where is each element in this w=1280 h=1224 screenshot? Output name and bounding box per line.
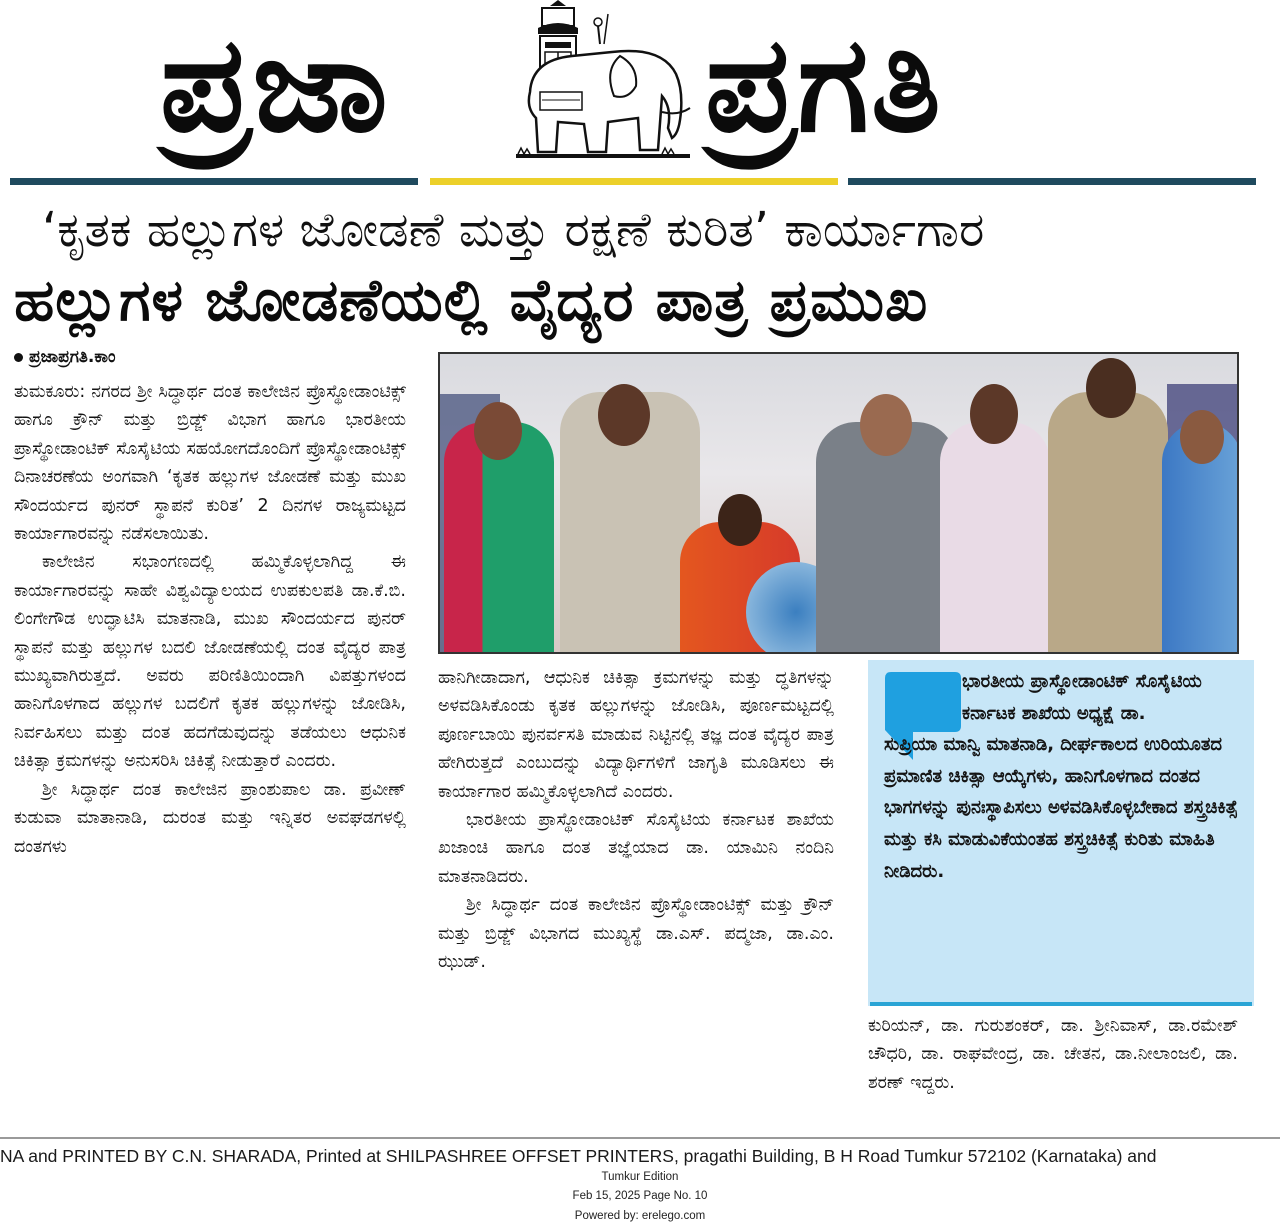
person bbox=[816, 422, 956, 652]
elephant-howdah-icon bbox=[512, 0, 694, 162]
paragraph: ಶ್ರೀ ಸಿದ್ಧಾರ್ಥ ದಂತ ಕಾಲೇಜಿನ ಪ್ರಾಂಶುಪಾಲ ಡಾ. ಪ್ರವೀಣ್ ಕುಡುವಾ ಮಾತಾನಾಡಿ, ದುರಂತ ಮತ್ತು ಇನ್ನಿತರ ಅವಘಡಗಳಲ್ಲಿ ದಂತಗಳು bbox=[14, 779, 406, 857]
article-kicker: ‘ಕೃತಕ ಹಲ್ಲುಗಳ ಜೋಡಣೆ ಮತ್ತು ರಕ್ಷಣೆ ಕುರಿತ’ ಕಾರ್ಯಾಗಾರ bbox=[42, 202, 985, 258]
date-page-label: Feb 15, 2025 Page No. 10 bbox=[572, 1190, 708, 1202]
article-column-1 bbox=[14, 378, 406, 861]
powered-by-link[interactable]: Powered by: erelego.com bbox=[574, 1210, 706, 1222]
paragraph: ತುಮಕೂರು: ನಗರದ ಶ್ರೀ ಸಿದ್ಧಾರ್ಥ ದಂತ ಕಾಲೇಜಿನ ಪ್ರೊಸ್ಥೋಡಾಂಟಿಕ್ಸ್ ಹಾಗೂ ಕ್ರೌನ್ ಮತ್ತು ಬ್ರಿಡ್ಜ್ ವಿಭಾಗ ಹಾಗೂ ಭಾರತೀಯ ಪ್ರಾಸ್ಥೋಡಾಂಟಿಕ್ ಸೊಸೈಟಿಯ ಸಹಯೋಗದೊಂದಿಗೆ ಪ್ರೊಸ್ಥೋಡಾಂಟಿಕ್ಸ್ ದಿನಾಚರಣೆಯ ಅಂಗವಾಗಿ ‘ಕೃತಕ ಹಲ್ಲುಗಳ ಜೋಡಣೆ ಮತ್ತು ಮುಖ ಸೌಂದರ್ಯದ ಪುನರ್ ಸ್ಥಾಪನೆ ಕುರಿತ’ 2 ದಿನಗಳ ರಾಜ್ಯಮಟ್ಟದ ಕಾರ್ಯಾಗಾರವನ್ನು ನಡೆಸಲಾಯಿತು. bbox=[14, 382, 406, 545]
masthead-rule-center bbox=[430, 178, 838, 185]
person-head bbox=[1086, 358, 1136, 418]
footer-divider bbox=[0, 1137, 1280, 1139]
article-headline: ಹಲ್ಲುಗಳ ಜೋಡಣೆಯಲ್ಲಿ ವೈದ್ಯರ ಪಾತ್ರ ಪ್ರಮುಖ bbox=[14, 266, 929, 334]
person-head bbox=[474, 402, 522, 460]
person bbox=[940, 422, 1050, 652]
masthead-title-left: ಪ್ರಜಾ bbox=[160, 8, 390, 162]
person-head bbox=[718, 494, 762, 546]
paragraph: ಭಾರತೀಯ ಪ್ರಾಸ್ಥೋಡಾಂಟಿಕ್ ಸೊಸೈಟಿಯ ಕರ್ನಾಟಕ ಶಾಖೆಯ ಖಜಾಂಚಿ ಹಾಗೂ ದಂತ ತಜ್ಞೆಯಾದ ಡಾ. ಯಾಮಿನಿ ನಂದಿನಿ ಮಾತನಾಡಿದರು. bbox=[438, 810, 834, 887]
printer-imprint: NA and PRINTED BY C.N. SHARADA, Printed at SHILPASHREE OFFSET PRINTERS, pragathi Building, B H Road Tumkur 572102 (Karnataka) and bbox=[0, 1146, 1157, 1166]
masthead-title-right: ಪ್ರಗತಿ bbox=[705, 8, 943, 162]
byline-text: ಪ್ರಜಾಪ್ರಗತಿ.ಕಾಂ bbox=[29, 347, 116, 367]
edition-label: Tumkur Edition bbox=[601, 1171, 679, 1183]
paragraph: ಹಾನಿಗೀಡಾದಾಗ, ಆಧುನಿಕ ಚಿಕಿತ್ಸಾ ಕ್ರಮಗಳನ್ನು ಮತ್ತು ದ್ಧತಿಗಳನ್ನು ಅಳವಡಿಸಿಕೊಂಡು ಕೃತಕ ಹಲ್ಲುಗಳನ್ನು ಜೋಡಿಸಿ, ಪೂರ್ಣಮಟ್ಟದಲ್ಲಿ ಪೂರ್ಣಬಾಯಿ ಪುನರ್ವಸತಿ ಮಾಡುವ ನಿಟ್ಟಿನಲ್ಲಿ ತಜ್ಞ ದಂತ ವೈದ್ಯರ ಪಾತ್ರ ಹೇಗಿರುತ್ತದೆ ಎಂಬುದನ್ನು ವಿದ್ಯಾರ್ಥಿಗಳಿಗೆ ಜಾಗೃತಿ ಮೂಡಿಸಲು ಈ ಕಾರ್ಯಾಗಾರ ಹಮ್ಮಿಕೊಳ್ಳಲಾಗಿದೆ ಎಂದರು. bbox=[438, 668, 834, 802]
pull-quote-first-lines: ಭಾರತೀಯ ಪ್ರಾಸ್ಥೋಡಾಂಟಿಕ್ ಸೊಸೈಟಿಯ ಕರ್ನಾಟಕ ಶಾಖೆಯ ಅಧ್ಯಕ್ಷೆ ಡಾ. bbox=[962, 671, 1202, 724]
paragraph: ಕಾಲೇಜಿನ ಸಭಾಂಗಣದಲ್ಲಿ ಹಮ್ಮಿಕೊಳ್ಳಲಾಗಿದ್ದ ಈ ಕಾರ್ಯಾಗಾರವನ್ನು ಸಾಹೇ ವಿಶ್ವವಿದ್ಯಾಲಯದ ಉಪಕುಲಪತಿ ಡಾ.ಕೆ.ಬಿ. ಲಿಂಗೇಗೌಡ ಉದ್ಘಾಟಿಸಿ ಮಾತನಾಡಿ, ಮುಖ ಸೌಂದರ್ಯದ ಪುನರ್ ಸ್ಥಾಪನೆ ಮತ್ತು ಹಲ್ಲುಗಳ ಬದಲಿ ಜೋಡಣೆಯಲ್ಲಿ ದಂತ ವೈದ್ಯರ ಪಾತ್ರ ಮುಖ್ಯವಾಗಿರುತ್ತದೆ. ಅವರು ಪರಿಣಿತಿಯಿಂದಾಗಿ ವಿಪತ್ತುಗಳಂದ ಹಾನಿಗೊಳಗಾದ ಹಲ್ಲುಗಳ ಬದಲಿಗೆ ಕೃತಕ ಹಲ್ಲುಗಳನ್ನು ಜೋಡಿಸಿ, ನಿರ್ವಹಿಸಲು ಮತ್ತು ದಂತ ಹದಗೆಡುವುದನ್ನು ತಡೆಯಲು ಆಧುನಿಕ ಚಿಕಿತ್ಸಾ ಕ್ರಮಗಳನ್ನು ಅನುಸರಿಸಿ ಚಿಕಿತ್ಸೆ ನೀಡುತ್ತಾರೆ ಎಂದರು. bbox=[14, 552, 406, 772]
pull-quote-text bbox=[884, 666, 1244, 887]
person-head bbox=[598, 384, 650, 446]
masthead-rule-right bbox=[848, 178, 1256, 185]
article-photo bbox=[438, 352, 1239, 654]
masthead bbox=[0, 0, 1280, 170]
pull-quote-underline bbox=[870, 1002, 1252, 1006]
article-column-2 bbox=[438, 664, 834, 976]
pull-quote-rest: ಸುಪ್ರಿಯಾ ಮಾನ್ವಿ ಮಾತನಾಡಿ, ದೀರ್ಘಕಾಲದ ಉರಿಯೂತದ ಪ್ರಮಾಣಿತ ಚಿಕಿತ್ಸಾ ಆಯ್ಕೆಗಳು, ಹಾನಿಗೊಳಗಾದ ದಂತದ ಭಾಗಗಳನ್ನು ಪುನಃಸ್ಥಾಪಿಸಲು ಅಳವಡಿಸಿಕೊಳ್ಳಬೇಕಾದ ಶಸ್ತ್ರಚಿಕಿತ್ಸೆ ಮತ್ತು ಕಸಿ ಮಾಡುವಿಕೆಯಂತಹ ಶಸ್ತ್ರಚಿಕಿತ್ಸೆ ಕುರಿತು ಮಾಹಿತಿ ನೀಡಿದರು. bbox=[884, 734, 1238, 882]
paragraph: ಶ್ರೀ ಸಿದ್ಧಾರ್ಥ ದಂತ ಕಾಲೇಜಿನ ಪ್ರೊಸ್ಥೋಡಾಂಟಿಕ್ಸ್ ಮತ್ತು ಕ್ರೌನ್ ಮತ್ತು ಬ್ರಿಡ್ಜ್ ವಿಭಾಗದ ಮುಖ್ಯಸ್ಥೆ ಡಾ.ಎಸ್. ಪದ್ಮಜಾ, ಡಾ.ಎಂ. ಝುಡ್. bbox=[438, 895, 834, 973]
paragraph: ಕುರಿಯನ್, ಡಾ. ಗುರುಶಂಕರ್, ಡಾ. ಶ್ರೀನಿವಾಸ್, ಡಾ.ರಮೇಶ್ ಚೌಧರಿ, ಡಾ. ರಾಘವೇಂದ್ರ, ಡಾ. ಚೇತನ, ಡಾ.ನೀಲಾಂಜಲಿ, ಡಾ. ಶರಣ್ ಇದ್ದರು. bbox=[868, 1016, 1238, 1093]
person-head bbox=[970, 384, 1018, 444]
person bbox=[1048, 392, 1168, 652]
person-head bbox=[1180, 410, 1224, 464]
person-head bbox=[860, 394, 912, 456]
bullet-icon bbox=[14, 353, 23, 362]
byline bbox=[14, 346, 116, 368]
article-column-3 bbox=[868, 1012, 1238, 1097]
masthead-rule-left bbox=[10, 178, 418, 185]
